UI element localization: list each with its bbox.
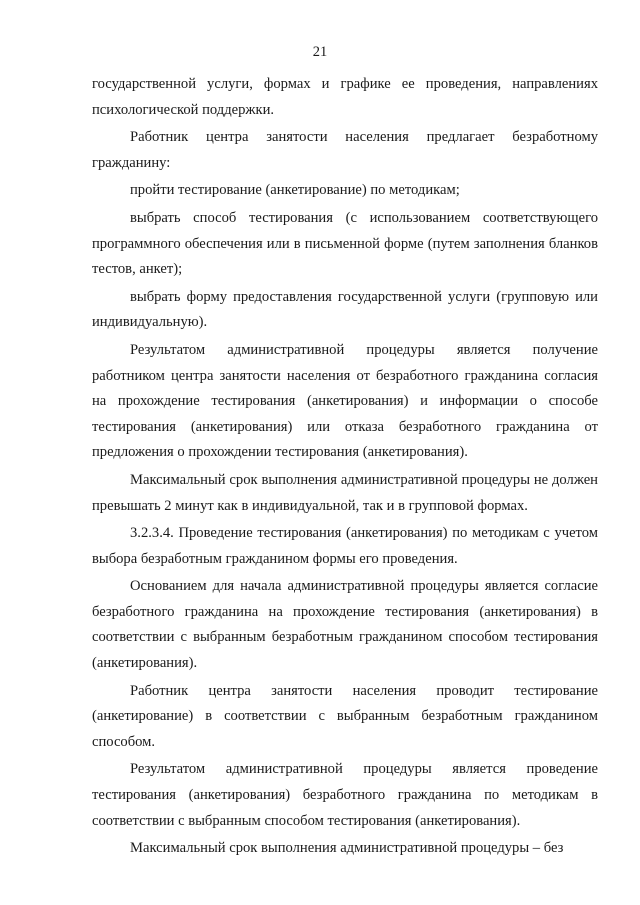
list-item: выбрать форму предоставления государственной услуги (групповую или индивидуальную). (92, 288, 598, 331)
paragraph: Максимальный срок выполнения административной процедуры не должен превышать 2 минут как в индивидуальной, так и в групповой формах. (92, 471, 598, 514)
paragraph-continued: Максимальный срок выполнения административной процедуры – без (130, 840, 564, 857)
paragraph-continuation: государственной услуги, формах и графике ее проведения, направлениях психологической поддержки. (92, 76, 598, 118)
list-item: пройти тестирование (анкетирование) по методикам; (130, 182, 460, 199)
paragraph: Основанием для начала административной процедуры является согласие безработного гражданина на прохождение тестирования (анкетирования) в соответствии с выбранным безработным гражданином способом тестирования (анкетирования). (92, 578, 598, 672)
paragraph: Результатом административной процедуры является получение работником центра занятости населения от безработного гражданина согласия на прохождение тестирования (анкетирования) и информации о способе тестирования (анкетирования) или отказа безработного гражданина от предложения о прохождении тестирования (анкетирования). (92, 341, 598, 461)
paragraph: Работник центра занятости населения проводит тестирование (анкетирование) в соответствии с выбранным безработным гражданином способом. (92, 682, 598, 750)
section-heading: 3.2.3.4. Проведение тестирования (анкетирования) по методикам с учетом выбора безработным гражданином формы его проведения. (92, 525, 598, 567)
paragraph: Работник центра занятости населения предлагает безработному гражданину: (92, 129, 598, 171)
document-body (92, 72, 598, 862)
paragraph: Результатом административной процедуры является проведение тестирования (анкетирования) безработного гражданина по методикам в соответствии с выбранным способом тестирования (анкетирования). (92, 761, 598, 829)
list-item: выбрать способ тестирования (с использованием соответствующего программного обеспечения или в письменной форме (путем заполнения бланков тестов, анкет); (92, 209, 598, 278)
page-number: 21 (312, 44, 328, 60)
